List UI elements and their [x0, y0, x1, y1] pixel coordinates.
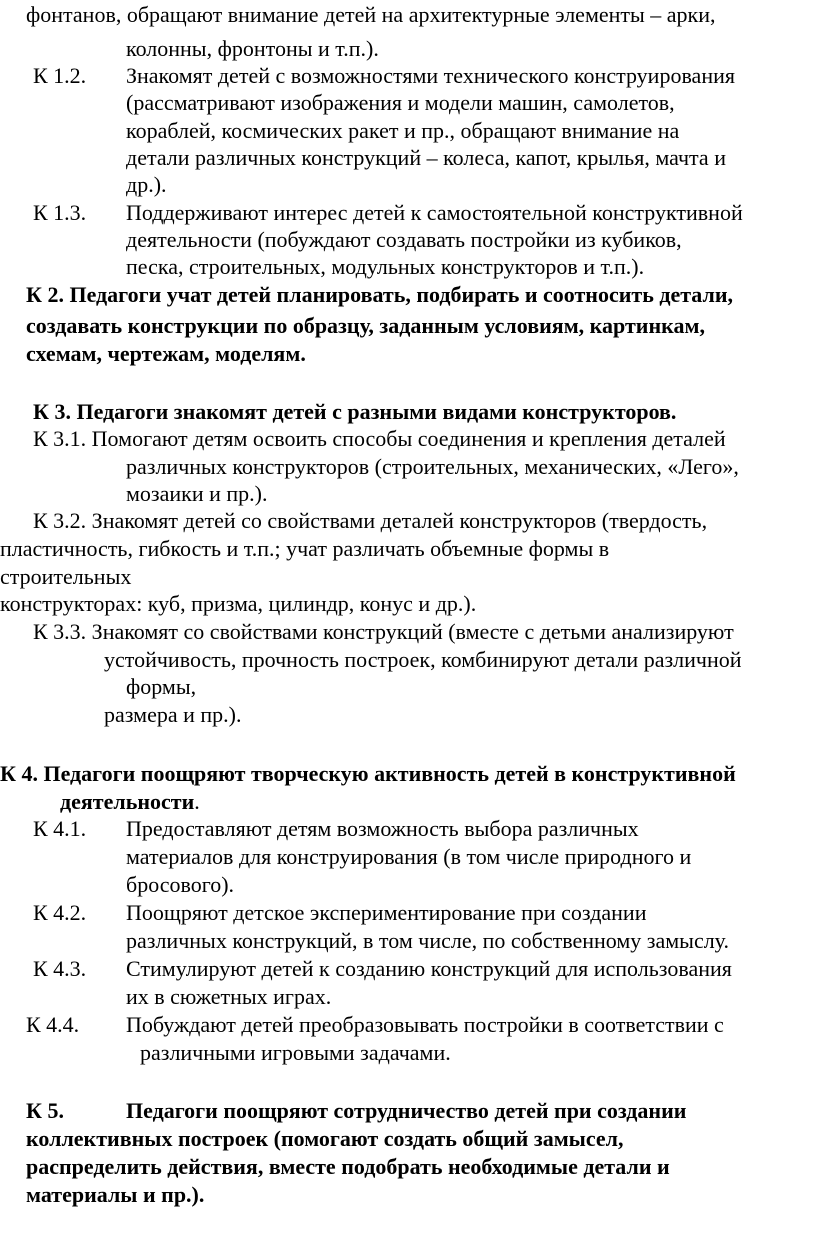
heading-text: К 4. Педагоги поощряют творческую активность детей в конструктивной [0, 761, 736, 786]
item-number: К 4.1. [33, 816, 87, 841]
text-line: К 3.1. Помогают детям освоить способы соединения и крепления деталей [33, 426, 726, 451]
text-line: Побуждают детей преобразовывать постройки в соответствии с [126, 1012, 724, 1037]
item-number: К 4.2. [33, 900, 87, 925]
section-heading: схемам, чертежам, моделям. [26, 341, 306, 366]
text-line: песка, строительных, модульных конструкторов и т.п.). [126, 254, 645, 279]
section-heading: К 3. Педагоги знакомят детей с разными видами конструкторов. [33, 399, 677, 424]
text-line: размера и пр.). [104, 702, 242, 727]
section-heading: материалы и пр.). [26, 1182, 205, 1207]
section-heading: распределить действия, вместе подобрать необходимые детали и [26, 1154, 670, 1179]
text-line: различных конструкций, в том числе, по собственному замыслу. [126, 928, 729, 953]
text-line: Предоставляют детям возможность выбора различных [126, 816, 639, 841]
text-line: различных конструкторов (строительных, механических, «Лего», [126, 454, 739, 479]
text-line: мозаики и пр.). [126, 481, 268, 506]
text-line: Знакомят детей с возможностями технического конструирования [126, 63, 735, 88]
section-heading: Педагоги поощряют сотрудничество детей при создании [126, 1098, 687, 1123]
text-line: К 3.2. Знакомят детей со свойствами деталей конструкторов (твердость, [33, 508, 708, 533]
item-number: К 1.2. [33, 63, 87, 88]
text-line: формы, [126, 674, 197, 699]
text-line: пластичность, гибкость и т.п.; учат различать объемные формы в [0, 536, 610, 561]
item-number: К 4.4. [26, 1012, 80, 1037]
section-number: К 5. [26, 1098, 64, 1123]
section-heading [60, 788, 200, 815]
text-line: бросового). [126, 872, 235, 897]
text-line: К 3.3. Знакомят со свойствами конструкций (вместе с детьми анализируют [33, 619, 734, 644]
section-heading: коллективных построек (помогают создать общий замысел, [26, 1126, 624, 1151]
text-line: Поддерживают интерес детей к самостоятельной конструктивной [126, 200, 743, 225]
item-number: К 4.3. [33, 956, 87, 981]
section-heading [0, 760, 736, 787]
text-line: деятельности (побуждают создавать постройки из кубиков, [126, 227, 682, 252]
text-line: их в сюжетных играх. [126, 984, 332, 1009]
text-line: колонны, фронтоны и т.п.). [126, 36, 379, 61]
text-line: материалов для конструирования (в том числе природного и [126, 844, 692, 869]
text-line: детали различных конструкций – колеса, капот, крылья, мачта и [126, 145, 726, 170]
text-line: фонтанов, обращают внимание детей на архитектурные элементы – арки, [26, 2, 716, 27]
section-heading: К 2. Педагоги учат детей планировать, подбирать и соотносить детали, [26, 282, 734, 307]
text-line: конструкторах: куб, призма, цилиндр, конус и др.). [0, 591, 477, 616]
text-line: Стимулируют детей к созданию конструкций для использования [126, 956, 732, 981]
text-line: устойчивость, прочность построек, комбинируют детали различной [104, 647, 742, 672]
heading-period: . [194, 789, 200, 814]
text-line: Поощряют детское экспериментирование при создании [126, 900, 647, 925]
text-line: др.). [126, 172, 167, 197]
text-line: различными игровыми задачами. [140, 1040, 451, 1065]
text-line: кораблей, космических ракет и пр., обращают внимание на [126, 118, 680, 143]
text-line: (рассматривают изображения и модели машин, самолетов, [126, 90, 675, 115]
text-line: строительных [0, 564, 132, 589]
heading-text: деятельности [60, 789, 195, 814]
section-heading: создавать конструкции по образцу, заданным условиям, картинкам, [26, 313, 705, 338]
item-number: К 1.3. [33, 200, 87, 225]
